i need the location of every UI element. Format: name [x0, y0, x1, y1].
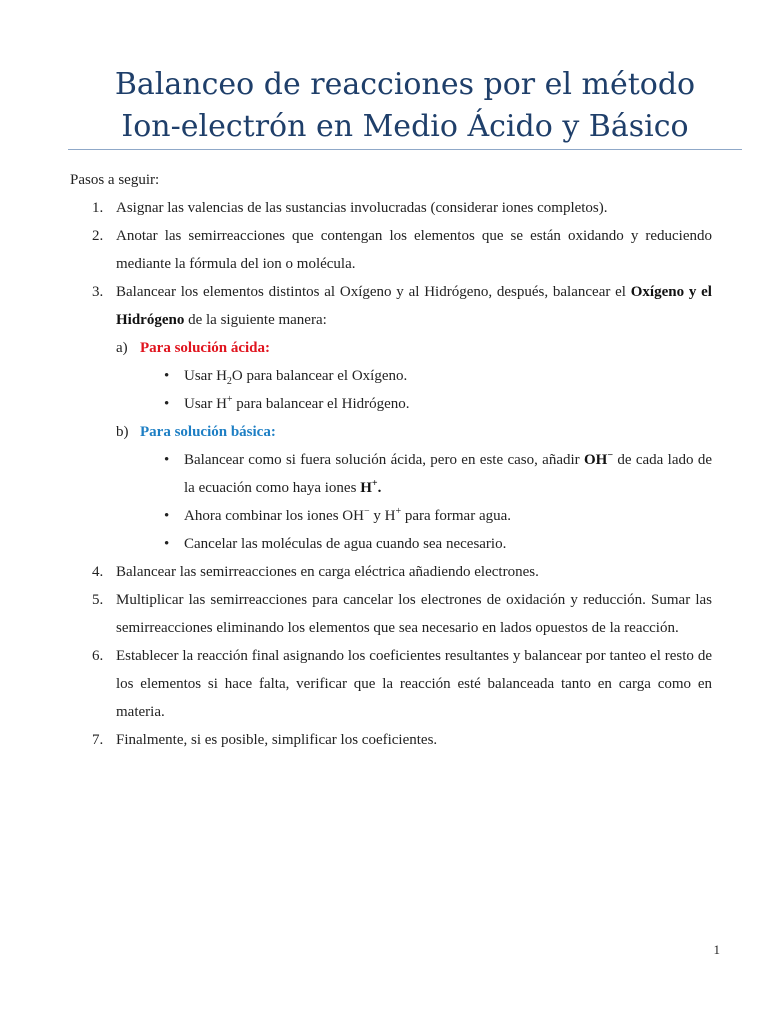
- bullet-icon: •: [164, 452, 170, 468]
- acid-bullet-1: • Usar $H_2O$ para balancear el Oxígeno.: [68, 362, 712, 390]
- basic-bullet-1: • Balancear como si fuera solución ácida, pero en este caso, añadir OH− de cada lado de la ecuación como haya iones H+.: [68, 446, 712, 502]
- acid-solution-section: [68, 334, 712, 362]
- title-line-2: Ion-electrón en Medio Ácido y Básico: [121, 109, 689, 144]
- step-number: 7.: [92, 732, 104, 748]
- step-5: [68, 586, 712, 642]
- acid-solution-label: Para solución ácida:: [140, 340, 270, 356]
- step-7: [68, 726, 712, 754]
- step-number: 2.: [92, 228, 104, 244]
- acid-bullets: [116, 362, 712, 418]
- step-3: [68, 278, 712, 558]
- step-text-bold: Oxígeno y el Hidrógeno: [116, 284, 712, 328]
- step-number: 5.: [92, 592, 104, 608]
- sub-letter-a: a): [116, 340, 128, 356]
- steps-list: [68, 194, 712, 754]
- bullet-icon: •: [164, 508, 170, 524]
- step-4: [68, 558, 712, 586]
- basic-bullet-2: • Ahora combinar los iones OH− y H+ para formar agua.: [68, 502, 712, 530]
- title-line-1: Balanceo de reacciones por el método: [114, 67, 696, 102]
- step-text-a: Balancear los elementos distintos al Oxígeno y al Hidrógeno, después, balancear el: [116, 284, 631, 300]
- step-number: 4.: [92, 564, 104, 580]
- acid-bullet-2: • Usar H+ para balancear el Hidrógeno.: [68, 390, 712, 418]
- step-text: Balancear las semirreacciones en carga eléctrica añadiendo electrones.: [116, 564, 539, 580]
- sub-letter-b: b): [116, 424, 129, 440]
- step-text-b: de la siguiente manera:: [184, 312, 327, 328]
- bullet-icon: •: [164, 396, 170, 412]
- page-number: 1: [713, 942, 720, 957]
- step-text: Asignar las valencias de las sustancias involucradas (considerar iones completos).: [116, 200, 608, 216]
- step-text: Finalmente, si es posible, simplificar los coeficientes.: [116, 732, 438, 748]
- step-number: 1.: [92, 200, 104, 216]
- step-text: Multiplicar las semirreacciones para cancelar los electrones de oxidación y reducción. Sumar las semirreacciones eliminando los elementos que sea necesario en lados opuestos de la reacción.: [116, 592, 712, 636]
- basic-bullets: [116, 446, 712, 558]
- basic-bullet-3: • Cancelar las moléculas de agua cuando sea necesario.: [68, 530, 712, 558]
- step-1: [68, 194, 712, 222]
- basic-solution-label: Para solución básica:: [140, 424, 276, 440]
- bullet-icon: •: [164, 368, 170, 384]
- title-divider: [68, 149, 742, 150]
- step-number: 3.: [92, 284, 104, 300]
- step-text: Anotar las semirreacciones que contengan los elementos que se están oxidando y reduciendo mediante la fórmula del ion o molécula.: [116, 228, 712, 272]
- step-2: [68, 222, 712, 278]
- page-title: [68, 64, 742, 148]
- step-6: [68, 642, 712, 726]
- basic-solution-section: [68, 418, 712, 446]
- intro-text: Pasos a seguir:: [70, 172, 160, 188]
- bullet-icon: •: [164, 536, 170, 552]
- document-body: [68, 166, 712, 754]
- step-number: 6.: [92, 648, 104, 664]
- step-text: Establecer la reacción final asignando los coeficientes resultantes y balancear por tanteo el resto de los elementos si hace falta, verificar que la reacción esté balanceada tanto en carga como en materia.: [116, 648, 712, 720]
